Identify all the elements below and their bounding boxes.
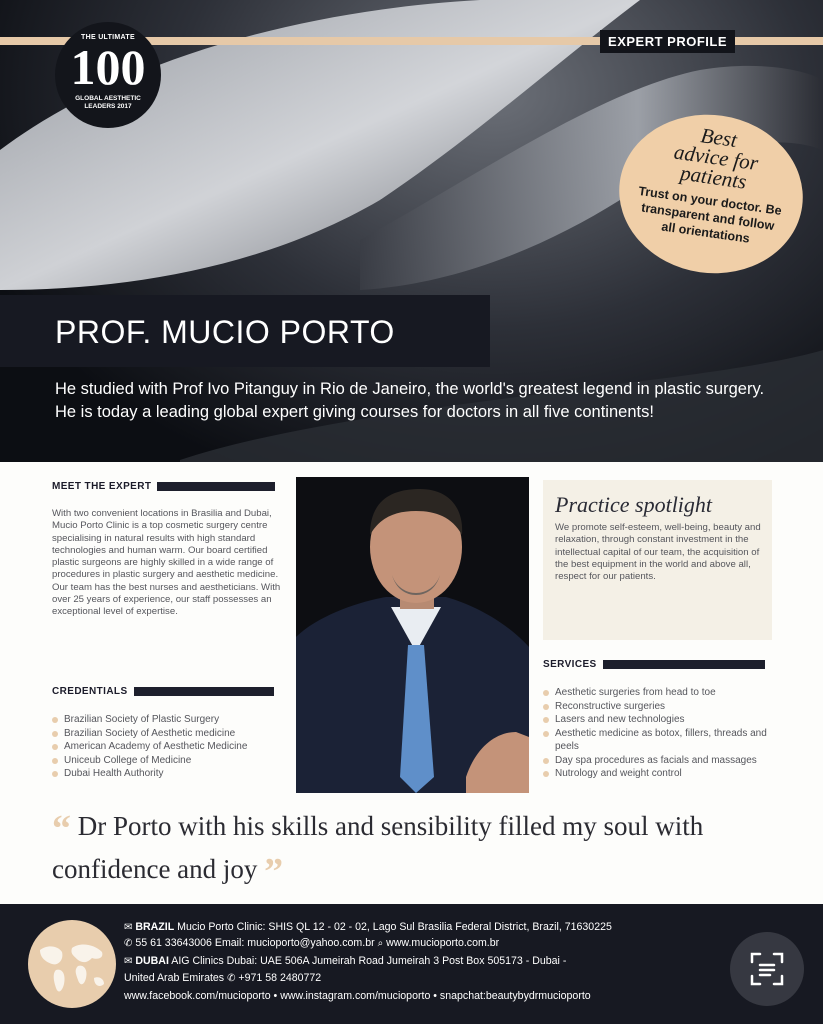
meet-expert-text: With two convenient locations in Brasilia and Dubai, Mucio Porto Clinic is a top cosmetic surgery centre specialising in natural results with high standard technologies and human warm. Our board certified plastic surgeons are highly skilled in a wide range of procedures in plastic surgery and aesthetic medicine. Our team has the best nurses and aestheticians. With over 25 years of experience, our staff possesses an exceptional level of expertise. (52, 508, 281, 618)
advice-title: Best advice for patients (672, 123, 760, 194)
close-quote-icon: ” (264, 851, 284, 893)
dubai-label: DUBAI (135, 955, 169, 967)
brazil-website[interactable]: www.mucioporto.com.br (386, 937, 500, 949)
brazil-address: Mucio Porto Clinic: SHIS QL 12 - 02 - 02, Lago Sul Brasilia Federal District, Brazil, 71630225 (177, 921, 612, 933)
brazil-phone: 55 61 33643006 (135, 937, 212, 949)
brazil-email[interactable]: Email: mucioporto@yahoo.com.br (214, 937, 375, 949)
practice-spotlight-box (543, 480, 772, 640)
brazil-contact-line (124, 937, 499, 949)
brazil-address-line (124, 921, 612, 933)
expert-intro: He studied with Prof Ivo Pitanguy in Rio de Janeiro, the world's greatest legend in plastic surgery. He is today a leading global expert giving courses for doctors in all five continents! (55, 380, 765, 421)
web-icon: ⌕ (377, 938, 384, 949)
phone-icon: ✆ (124, 938, 133, 949)
meet-expert-heading-text: MEET THE EXPERT (52, 481, 152, 492)
expert-name: PROF. MUCIO PORTO (55, 314, 395, 350)
spotlight-title: Practice spotlight (555, 492, 713, 517)
credentials-heading-text: CREDENTIALS (52, 686, 128, 697)
badge-top-text: THE ULTIMATE (81, 34, 135, 41)
badge-number: 100 (70, 39, 146, 95)
hero-section (0, 0, 823, 462)
list-item: Aesthetic surgeries from head to toe (543, 686, 773, 700)
credentials-heading (52, 686, 274, 697)
globe-map-icon (28, 920, 116, 1008)
brazil-label: BRAZIL (135, 921, 175, 933)
expert-portrait (296, 477, 529, 793)
services-list (543, 686, 773, 781)
credentials-list (52, 713, 288, 781)
list-item: Lasers and new technologies (543, 713, 773, 727)
list-item: Nutrology and weight control (543, 767, 773, 781)
heading-bar (603, 660, 765, 669)
list-item: Day spa procedures as facials and massages (543, 754, 773, 768)
dubai-address: AIG Clinics Dubai: UAE 506A Jumeirah Road Jumeirah 3 Post Box 505173 - Dubai - (171, 955, 567, 967)
dubai-phone: +971 58 2480772 (238, 972, 322, 984)
scan-text-button[interactable] (730, 932, 804, 1006)
heading-bar (134, 687, 274, 696)
spotlight-text: We promote self-esteem, well-being, beauty and relaxation, through constant investment in the intellectual capital of our team, the acquisition of the best equipment in the world and above all, respect for our patients. (555, 522, 761, 583)
social-links[interactable]: www.facebook.com/mucioporto • www.instagram.com/mucioporto • snapchat:beautybydrmucioporto (124, 990, 591, 1002)
testimonial-quote (52, 806, 772, 892)
top-100-badge (55, 22, 161, 128)
list-item: American Academy of Aesthetic Medicine (52, 740, 288, 754)
quote-text: Dr Porto with his skills and sensibility filled my soul with confidence and joy (52, 811, 704, 884)
list-item: Uniceub College of Medicine (52, 754, 288, 768)
list-item: Aesthetic medicine as botox, fillers, threads and peels (543, 727, 773, 754)
services-heading (543, 659, 765, 670)
badge-bottom-text: GLOBAL AESTHETIC LEADERS 2017 (75, 95, 141, 110)
services-heading-text: SERVICES (543, 659, 597, 670)
heading-bar (157, 482, 275, 491)
mail-icon: ✉ (124, 956, 133, 967)
dubai-country: United Arab Emirates (124, 972, 225, 984)
list-item: Brazilian Society of Plastic Surgery (52, 713, 288, 727)
open-quote-icon: “ (52, 808, 71, 850)
list-item: Reconstructive surgeries (543, 700, 773, 714)
list-item: Dubai Health Authority (52, 767, 288, 781)
portrait-illustration (296, 477, 529, 793)
list-item: Brazilian Society of Aesthetic medicine (52, 727, 288, 741)
contact-footer (0, 904, 823, 1024)
expert-profile-tag: EXPERT PROFILE (600, 30, 735, 53)
meet-expert-heading (52, 481, 275, 492)
mail-icon: ✉ (124, 922, 133, 933)
phone-icon: ✆ (227, 973, 236, 984)
advice-text: Trust on your doctor. Be transparent and follow all orientations (637, 183, 783, 246)
dubai-contact-line (124, 972, 321, 984)
dubai-address-line (124, 955, 566, 967)
scan-text-icon (730, 932, 804, 1006)
